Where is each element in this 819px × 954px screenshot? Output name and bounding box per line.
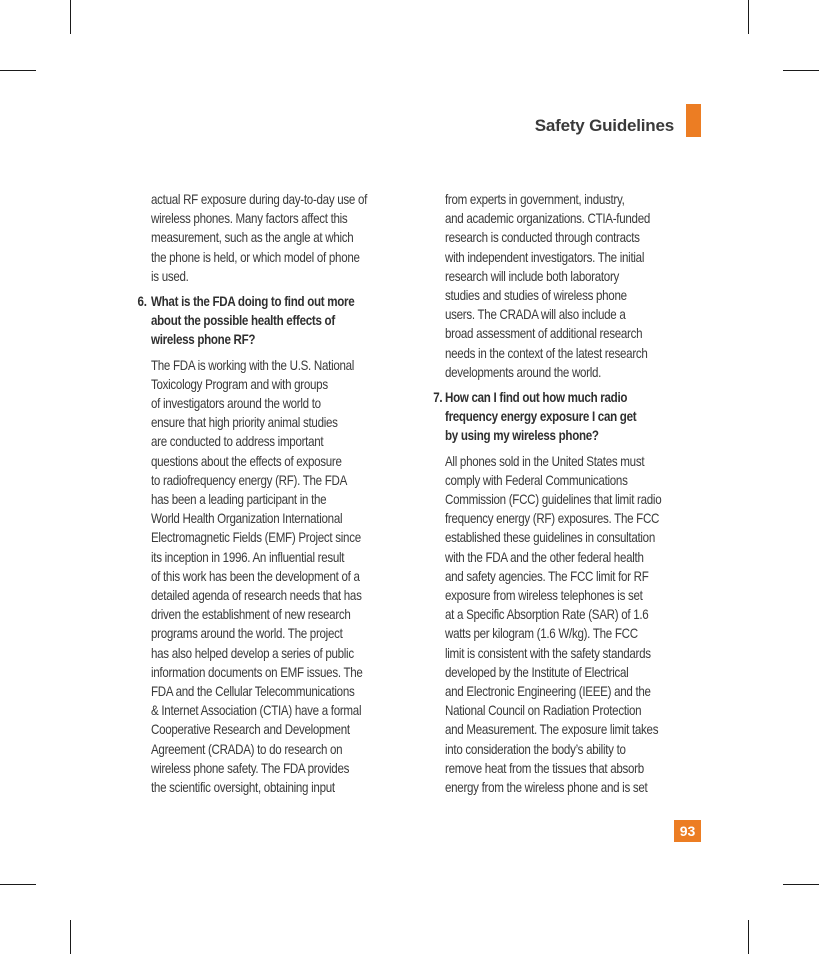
text-line: needs in the context of the latest research [445,345,648,361]
question-heading [433,388,704,446]
crop-mark [748,920,749,954]
text-line: frequency energy (RF) exposures. The FCC [445,511,660,527]
text-line: All phones sold in the United States must [445,453,645,469]
text-line: and Measurement. The exposure limit takes [445,722,659,738]
text-line: remove heat from the tissues that absorb [445,760,644,776]
text-line: developments around the world. [445,364,602,380]
text-line: driven the establishment of new research [151,607,351,623]
text-line: to radiofrequency energy (RF). The FDA [151,472,348,488]
text-line: energy from the wireless phone and is set [445,780,648,796]
text-line: Agreement (CRADA) to do research on [151,741,343,757]
text-line: questions about the effects of exposure [151,453,342,469]
text-line: from experts in government, industry, [445,192,625,207]
crop-mark [783,70,819,71]
text-line: established these guidelines in consultation [445,530,655,546]
text-line: detailed agenda of research needs that has [151,588,362,604]
text-line: exposure from wireless telephones is set [445,588,643,604]
text-line: limit is consistent with the safety standards [445,645,651,661]
text-line: and safety agencies. The FCC limit for RF [445,568,649,584]
text-line: its inception in 1996. An influential result [151,549,345,565]
text-line: The FDA is working with the U.S. National [151,357,355,373]
crop-mark [70,0,71,34]
text-line: has been a leading participant in the [151,492,327,508]
text-line: research will include both laboratory [445,268,620,284]
text-line: studies and studies of wireless phone [445,288,627,304]
question-number: 7. [433,390,443,406]
text-line: developed by the Institute of Electrical [445,664,629,680]
right-column [433,190,704,797]
text-line: FDA and the Cellular Telecommunications [151,684,355,700]
question-line: frequency energy exposure I can get [445,409,637,425]
crop-mark [748,0,749,34]
section-tab [686,104,701,137]
crop-mark [783,884,819,885]
text-line: with the FDA and the other federal health [445,549,644,565]
text-line: users. The CRADA will also include a [445,307,626,323]
text-line: information documents on EMF issues. The [151,664,363,680]
text-line: the scientific oversight, obtaining input [151,780,335,796]
text-line: into consideration the body’s ability to [445,741,626,757]
text-line: ensure that high priority animal studies [151,415,338,431]
text-line: is used. [151,268,189,284]
text-line: comply with Federal Communications [445,472,628,488]
left-column [137,190,410,797]
text-line: broad assessment of additional research [445,326,643,342]
text-line: Commission (FCC) guidelines that limit radio [445,492,662,508]
question-line: What is the FDA doing to find out more [151,294,355,310]
text-line: and Electronic Engineering (IEEE) and the [445,684,651,700]
text-line: National Council on Radiation Protection [445,703,642,719]
text-line: has also helped develop a series of public [151,645,354,661]
text-line: of this work has been the development of a [151,568,360,584]
answer-paragraph [151,356,410,798]
intro-paragraph [445,190,704,382]
section-title: Safety Guidelines [534,116,674,135]
text-line: of investigators around the world to [151,396,321,412]
text-line: Cooperative Research and Development [151,722,350,738]
question-line: by using my wireless phone? [445,428,599,444]
text-line: & Internet Association (CTIA) have a formal [151,703,362,719]
text-line: actual RF exposure during day-to-day use of [151,192,368,207]
text-line: programs around the world. The project [151,626,343,642]
question-line: about the possible health effects of [151,313,335,329]
text-line: World Health Organization International [151,511,343,527]
question-heading [137,292,410,350]
crop-mark [70,920,71,954]
answer-paragraph [445,452,704,798]
text-line: watts per kilogram (1.6 W/kg). The FCC [445,626,638,642]
question-line: How can I find out how much radio [445,390,628,406]
crop-mark [0,884,36,885]
text-line: with independent investigators. The initial [445,249,645,265]
question-line: wireless phone RF? [151,332,256,348]
crop-mark [0,70,36,71]
text-line: are conducted to address important [151,434,324,450]
text-line: wireless phones. Many factors affect this [151,211,348,227]
question-number: 6. [137,294,147,310]
page-number: 93 [674,820,701,842]
text-line: Electromagnetic Fields (EMF) Project since [151,530,361,546]
text-line: and academic organizations. CTIA-funded [445,211,650,227]
text-line: at a Specific Absorption Rate (SAR) of 1.6 [445,607,649,623]
text-line: measurement, such as the angle at which [151,230,354,246]
text-line: Toxicology Program and with groups [151,376,328,392]
text-line: wireless phone safety. The FDA provides [151,760,350,776]
intro-paragraph [151,190,410,286]
text-line: research is conducted through contracts [445,230,640,246]
text-line: the phone is held, or which model of phone [151,249,360,265]
